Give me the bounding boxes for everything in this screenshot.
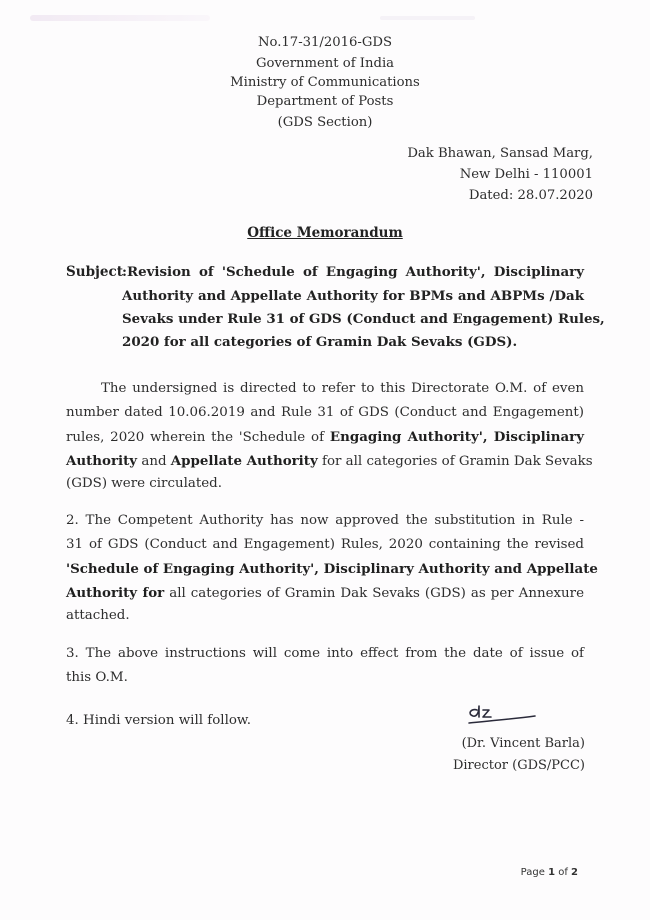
paragraph-1-text: rules, 2020 wherein the 'Schedule of bbox=[66, 430, 330, 445]
subject-line: 2020 for all categories of Gramin Dak Sevaks (GDS). bbox=[122, 334, 518, 350]
scan-artifact bbox=[380, 16, 475, 20]
paragraph-1-line: (GDS) were circulated. bbox=[66, 476, 222, 491]
address-line-2: New Delhi - 110001 bbox=[459, 167, 593, 182]
subject-line: Authority and Appellate Authority for BPMs and ABPMs /Dak bbox=[122, 288, 584, 304]
paragraph-1-bold-text: Engaging Authority', Disciplinary bbox=[329, 429, 584, 445]
signature-mark bbox=[463, 698, 543, 728]
paragraph-1-text: for all categories of Gramin Dak Sevaks bbox=[317, 454, 593, 469]
paragraph-2-bold-text: Authority for bbox=[66, 585, 165, 601]
memo-title: Office Memorandum bbox=[247, 225, 403, 241]
ministry-name: Ministry of Communications bbox=[230, 75, 420, 90]
paragraph-2-line bbox=[66, 585, 584, 602]
paragraph-1-line: The undersigned is directed to refer to this Directorate O.M. of even bbox=[101, 381, 584, 396]
paragraph-4-line: 4. Hindi version will follow. bbox=[66, 713, 252, 728]
signatory-designation: Director (GDS/PCC) bbox=[452, 758, 585, 773]
scan-artifact bbox=[30, 15, 210, 21]
paragraph-2-line: attached. bbox=[66, 608, 130, 623]
paragraph-1-line: number dated 10.06.2019 and Rule 31 of GDS (Conduct and Engagement) bbox=[66, 405, 584, 420]
paragraph-1-bold-text: Appellate Authority bbox=[170, 453, 318, 469]
dated: Dated: 28.07.2020 bbox=[468, 188, 593, 203]
subject-line: Sevaks under Rule 31 of GDS (Conduct and Engagement) Rules, bbox=[122, 311, 605, 327]
subject-line: :Revision of 'Schedule of Engaging Authority', Disciplinary bbox=[122, 264, 584, 280]
paragraph-2-bold-line: 'Schedule of Engaging Authority', Disciplinary Authority and Appellate bbox=[66, 561, 598, 577]
page-current: 1 bbox=[548, 867, 556, 878]
government-name: Government of India bbox=[255, 56, 395, 71]
paragraph-3-line: this O.M. bbox=[66, 670, 128, 685]
paragraph-1-text: and bbox=[137, 454, 171, 469]
page-total: 2 bbox=[571, 867, 578, 878]
signatory-name: (Dr. Vincent Barla) bbox=[461, 736, 585, 751]
paragraph-3-line: 3. The above instructions will come into effect from the date of issue of bbox=[66, 646, 584, 661]
section-name: (GDS Section) bbox=[277, 115, 373, 130]
paragraph-1-line bbox=[66, 453, 593, 470]
paragraph-1-bold-text: Authority bbox=[66, 453, 138, 469]
paragraph-2-line: 31 of GDS (Conduct and Engagement) Rules, 2020 containing the revised bbox=[66, 537, 584, 552]
file-number: No.17-31/2016-GDS bbox=[257, 35, 393, 50]
department-name: Department of Posts bbox=[256, 94, 394, 109]
paragraph-2-text: all categories of Gramin Dak Sevaks (GDS) as per Annexure bbox=[164, 586, 585, 601]
page-indicator bbox=[521, 867, 578, 878]
paragraph-1-line bbox=[66, 429, 584, 446]
page-prefix: Page bbox=[520, 867, 549, 878]
paragraph-2-line: 2. The Competent Authority has now approved the substitution in Rule - bbox=[66, 513, 584, 528]
page-of: of bbox=[555, 867, 572, 878]
address-line-1: Dak Bhawan, Sansad Marg, bbox=[407, 146, 593, 161]
subject-label: Subject bbox=[66, 264, 123, 280]
